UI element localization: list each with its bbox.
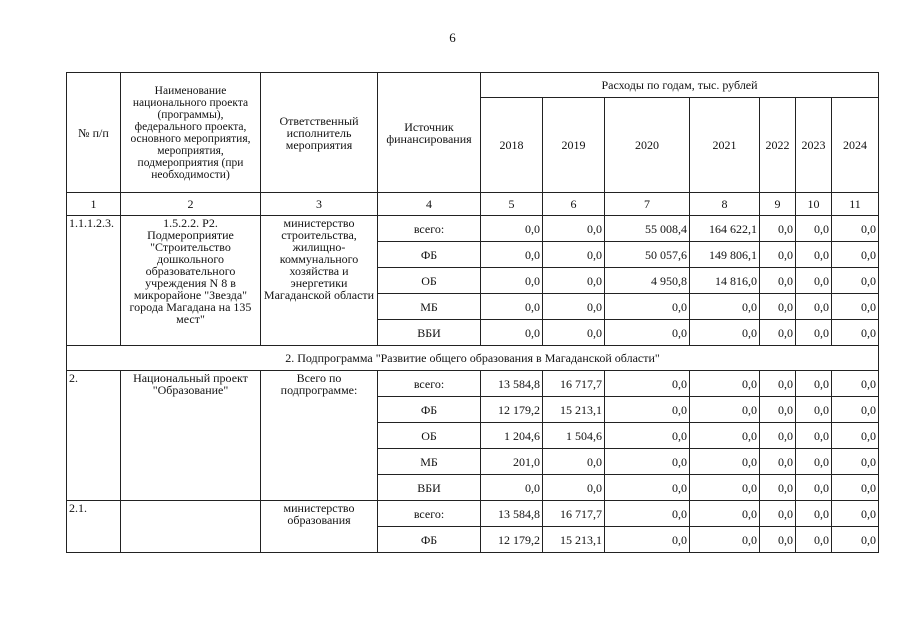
value-cell: 1 204,6 [481,423,543,449]
row-name [121,501,261,553]
value-cell: 14 816,0 [690,268,760,294]
source-cell: ФБ [378,397,481,423]
value-cell: 0,0 [760,216,796,242]
value-cell: 0,0 [690,501,760,527]
source-cell: ОБ [378,423,481,449]
value-cell: 0,0 [690,397,760,423]
source-cell: всего: [378,216,481,242]
source-cell: МБ [378,294,481,320]
column-number: 2 [121,193,261,216]
value-cell: 0,0 [605,320,690,346]
value-cell: 0,0 [760,423,796,449]
value-cell: 0,0 [796,371,832,397]
column-number: 7 [605,193,690,216]
column-number: 6 [543,193,605,216]
row-responsible: министерство образования [261,501,378,553]
header-year: 2023 [796,98,832,193]
value-cell: 0,0 [760,320,796,346]
block-2 [67,371,879,501]
row-name: 1.5.2.2. Р2. Подмероприятие "Строительство дошкольного образовательного учреждения N 8 в микрорайоне "Звезда" города Магадана на 135 мест" [121,216,261,346]
column-number: 11 [832,193,879,216]
header-source: Источник финансирования [378,73,481,193]
value-cell: 149 806,1 [690,242,760,268]
value-cell: 16 717,7 [543,501,605,527]
value-cell: 15 213,1 [543,527,605,553]
source-cell: МБ [378,449,481,475]
value-cell: 13 584,8 [481,501,543,527]
header-year: 2019 [543,98,605,193]
value-cell: 0,0 [605,397,690,423]
value-cell: 0,0 [543,320,605,346]
value-cell: 164 622,1 [690,216,760,242]
value-cell: 0,0 [832,268,879,294]
value-cell: 0,0 [481,242,543,268]
value-cell: 0,0 [760,449,796,475]
source-cell: ВБИ [378,320,481,346]
column-number: 10 [796,193,832,216]
section-2 [67,346,879,371]
value-cell: 0,0 [690,423,760,449]
value-cell: 0,0 [796,527,832,553]
header-year: 2018 [481,98,543,193]
value-cell: 0,0 [543,216,605,242]
value-cell: 0,0 [832,501,879,527]
value-cell: 0,0 [796,216,832,242]
row-responsible: Всего по подпрограмме: [261,371,378,501]
header-year: 2020 [605,98,690,193]
value-cell: 16 717,7 [543,371,605,397]
value-cell: 0,0 [481,216,543,242]
value-cell: 0,0 [832,527,879,553]
row-code: 1.1.1.2.3. [67,216,121,346]
value-cell: 55 008,4 [605,216,690,242]
value-cell: 15 213,1 [543,397,605,423]
value-cell: 0,0 [760,475,796,501]
value-cell: 0,0 [690,475,760,501]
row-name: Национальный проект "Образование" [121,371,261,501]
value-cell: 0,0 [605,449,690,475]
value-cell: 0,0 [796,449,832,475]
budget-table [66,72,879,553]
value-cell: 0,0 [543,475,605,501]
value-cell: 0,0 [796,423,832,449]
value-cell: 0,0 [832,475,879,501]
header-year: 2022 [760,98,796,193]
value-cell: 0,0 [796,501,832,527]
value-cell: 50 057,6 [605,242,690,268]
value-cell: 0,0 [690,527,760,553]
column-number-row [67,193,879,216]
column-number: 5 [481,193,543,216]
value-cell: 0,0 [832,371,879,397]
header-amount: Расходы по годам, тыс. рублей [481,73,879,98]
value-cell: 0,0 [796,268,832,294]
value-cell: 4 950,8 [605,268,690,294]
value-cell: 0,0 [605,423,690,449]
header-num: № п/п [67,73,121,193]
value-cell: 0,0 [481,475,543,501]
value-cell: 0,0 [832,294,879,320]
source-cell: ФБ [378,242,481,268]
value-cell: 0,0 [796,320,832,346]
value-cell: 0,0 [543,242,605,268]
value-cell: 0,0 [760,527,796,553]
value-cell: 0,0 [690,320,760,346]
value-cell: 0,0 [605,294,690,320]
value-cell: 0,0 [832,397,879,423]
section-title: 2. Подпрограмма "Развитие общего образования в Магаданской области" [67,346,879,371]
block-1 [67,216,879,346]
header-responsible: Ответственный исполнитель мероприятия [261,73,378,193]
value-cell: 0,0 [690,371,760,397]
value-cell: 0,0 [690,294,760,320]
row-code: 2. [67,371,121,501]
value-cell: 0,0 [796,242,832,268]
value-cell: 0,0 [760,268,796,294]
value-cell: 0,0 [832,320,879,346]
value-cell: 0,0 [760,294,796,320]
value-cell: 0,0 [760,242,796,268]
value-cell: 0,0 [760,371,796,397]
value-cell: 0,0 [832,242,879,268]
value-cell: 0,0 [760,501,796,527]
column-number: 1 [67,193,121,216]
row-responsible: министерство строительства, жилищно-коммунального хозяйства и энергетики Магаданской области [261,216,378,346]
value-cell: 0,0 [832,449,879,475]
value-cell: 201,0 [481,449,543,475]
header-year: 2024 [832,98,879,193]
value-cell: 0,0 [605,501,690,527]
value-cell: 0,0 [543,294,605,320]
value-cell: 0,0 [605,371,690,397]
column-number: 8 [690,193,760,216]
column-number: 4 [378,193,481,216]
value-cell: 0,0 [481,268,543,294]
value-cell: 0,0 [796,294,832,320]
source-cell: всего: [378,501,481,527]
value-cell: 0,0 [605,527,690,553]
source-cell: ФБ [378,527,481,553]
page-number: 6 [449,30,456,45]
row-code: 2.1. [67,501,121,553]
source-cell: ОБ [378,268,481,294]
value-cell: 0,0 [690,449,760,475]
column-number: 9 [760,193,796,216]
value-cell: 0,0 [760,397,796,423]
value-cell: 0,0 [481,294,543,320]
source-cell: ВБИ [378,475,481,501]
value-cell: 1 504,6 [543,423,605,449]
value-cell: 0,0 [832,216,879,242]
column-number: 3 [261,193,378,216]
value-cell: 0,0 [832,423,879,449]
header-year: 2021 [690,98,760,193]
value-cell: 0,0 [543,449,605,475]
value-cell: 0,0 [796,397,832,423]
header-name: Наименование национального проекта (программы), федерального проекта, основного мероприятия, мероприятия, подмероприятия (при необходимости) [121,73,261,193]
value-cell: 12 179,2 [481,527,543,553]
value-cell: 0,0 [543,268,605,294]
value-cell: 12 179,2 [481,397,543,423]
value-cell: 13 584,8 [481,371,543,397]
block-3 [67,501,879,553]
value-cell: 0,0 [796,475,832,501]
source-cell: всего: [378,371,481,397]
value-cell: 0,0 [481,320,543,346]
value-cell: 0,0 [605,475,690,501]
table-header [67,73,879,216]
